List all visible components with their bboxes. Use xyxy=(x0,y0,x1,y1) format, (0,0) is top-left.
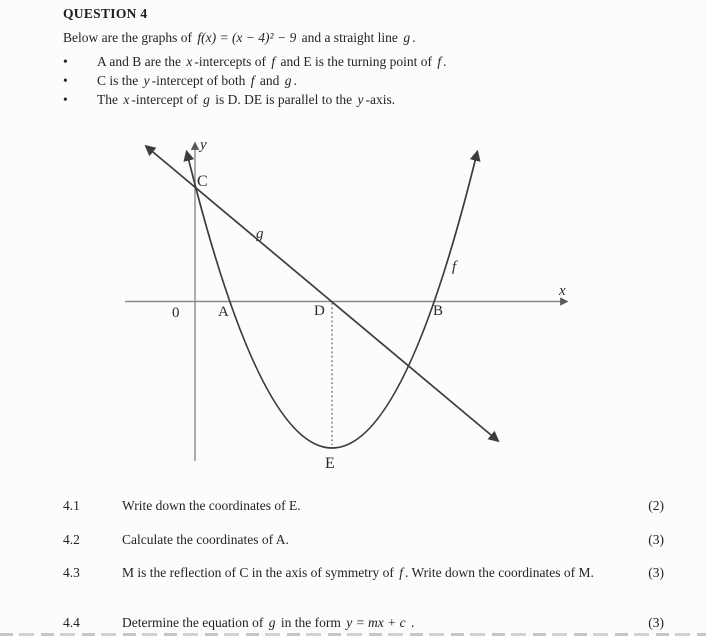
question-text: Determine the equation of g in the form y = mx + c . xyxy=(122,615,415,630)
question-row-4-1 xyxy=(63,497,664,515)
question-number: 4.3 xyxy=(63,565,80,580)
question-text: M is the reflection of C in the axis of symmetry of f . Write down the coordinates of M. xyxy=(122,565,594,580)
y-axis-label: y xyxy=(200,137,207,153)
question-marks: (3) xyxy=(648,532,664,547)
intro-line: Below are the graphs of f(x) = (x − 4)² − 9 and a straight line g . xyxy=(63,30,416,45)
question-row-4-3 xyxy=(63,564,664,582)
bullet-icon: • xyxy=(63,54,68,69)
point-label-b: B xyxy=(433,303,444,319)
question-row-4-4 xyxy=(63,614,664,632)
point-label-a: A xyxy=(218,304,229,320)
question-number: 4.1 xyxy=(63,498,80,513)
question-marks: (2) xyxy=(648,498,664,513)
question-marks: (3) xyxy=(648,615,664,630)
bullet-text: A and B are the x -intercepts of f and E is the turning point of f . xyxy=(97,54,447,69)
question-marks: (3) xyxy=(648,565,664,580)
point-label-c: C xyxy=(197,173,208,190)
bullet-text: The x -intercept of g is D. DE is parallel to the y -axis. xyxy=(97,91,396,107)
point-label-e: E xyxy=(325,455,335,472)
question-number: 4.4 xyxy=(63,615,80,630)
curve-label-g: g xyxy=(256,226,264,242)
curve-label-f: f xyxy=(452,259,457,275)
origin-label: 0 xyxy=(172,305,180,321)
bullet-icon: • xyxy=(63,72,68,88)
x-axis-label: x xyxy=(559,283,566,299)
question-number: 4.2 xyxy=(63,532,80,547)
question-text: Calculate the coordinates of A. xyxy=(122,532,289,547)
question-text: Write down the coordinates of E. xyxy=(122,498,301,513)
bullet-icon: • xyxy=(63,91,68,107)
point-label-d: D xyxy=(314,303,325,319)
question-title: QUESTION 4 xyxy=(63,6,148,21)
question-row-4-2 xyxy=(63,531,664,549)
bullet-text: C is the y -intercept of both f and g . xyxy=(97,72,297,88)
